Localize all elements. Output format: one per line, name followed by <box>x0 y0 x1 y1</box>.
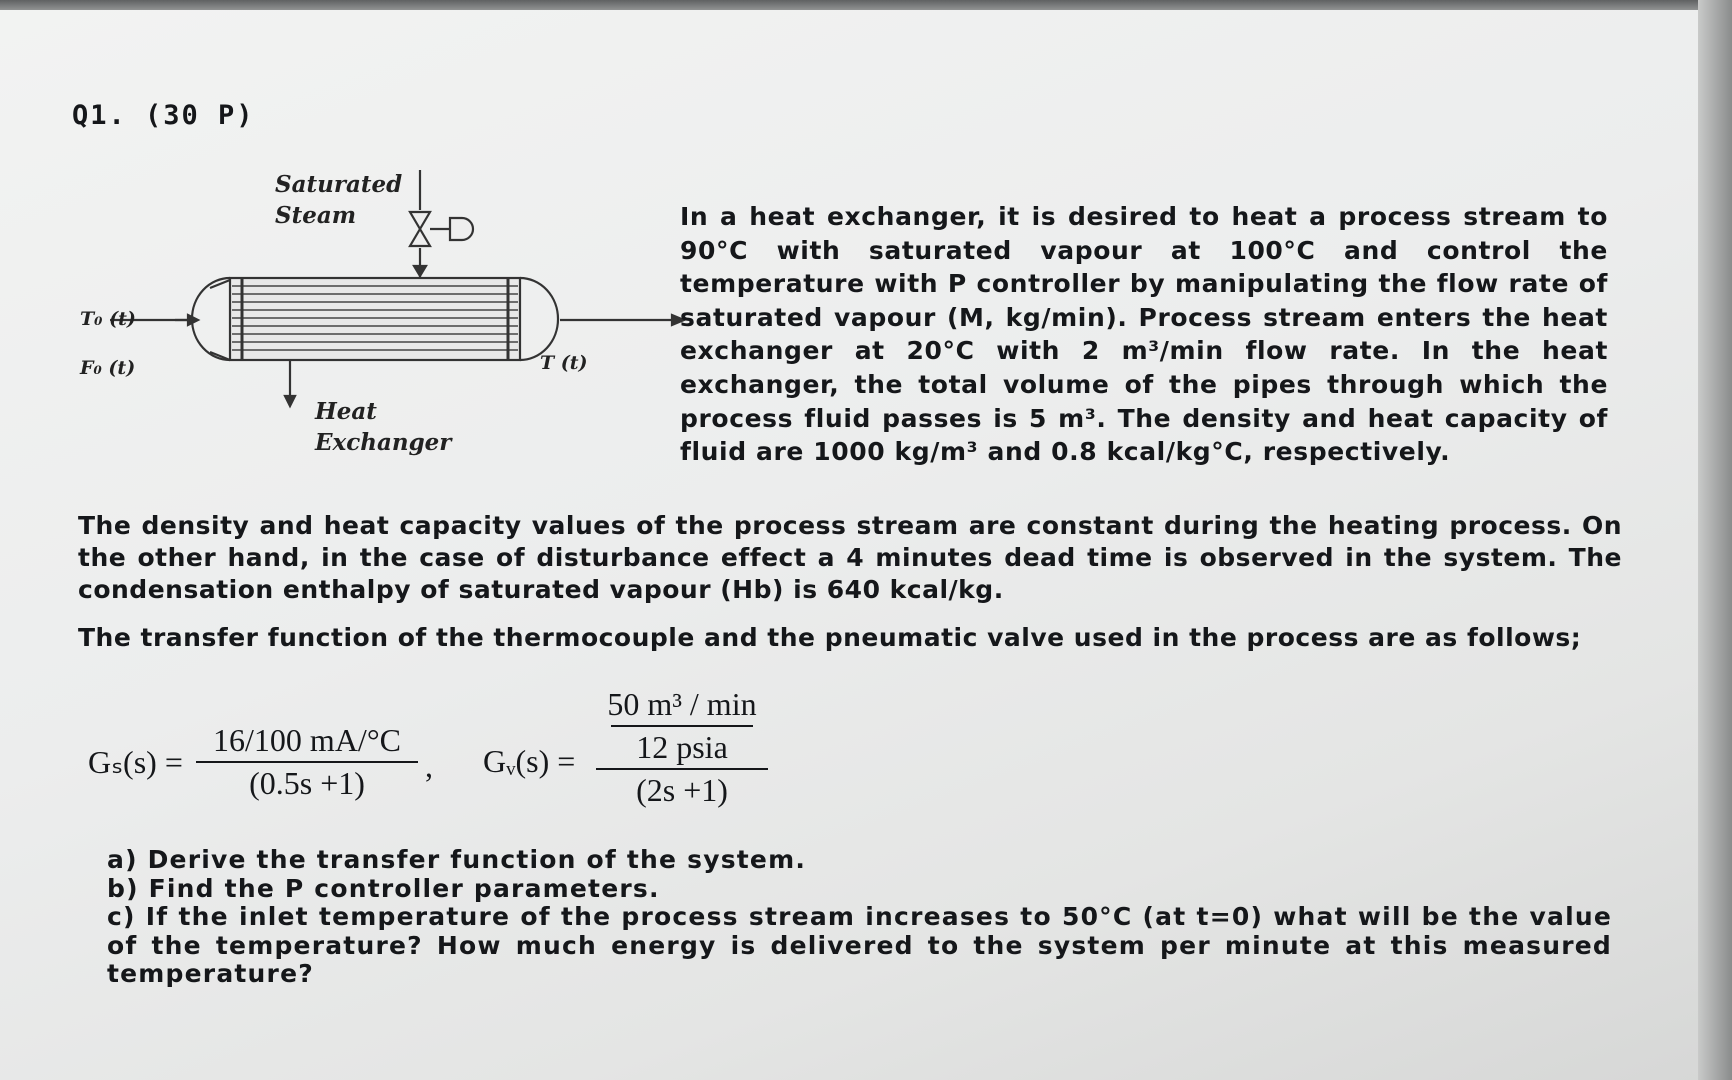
gv-denominator: (2s +1) <box>636 772 728 808</box>
steam-arrow-icon <box>414 266 426 276</box>
inlet-arrow-icon <box>188 315 198 325</box>
question-title: Q1. (30 P) <box>72 100 255 131</box>
inlet-temperature-label: T₀ (t) <box>80 308 136 330</box>
question-a: a) Derive the transfer function of the system. <box>107 845 807 874</box>
problem-paragraph-2: The transfer function of the thermocouple and the pneumatic valve used in the process are as follows; <box>78 623 1582 652</box>
question-b: b) Find the P controller parameters. <box>107 873 660 903</box>
condensate-arrow-icon <box>285 396 295 406</box>
question-list <box>107 846 1612 989</box>
gs-denominator: (0.5s +1) <box>249 765 365 801</box>
exchanger-shell <box>230 278 520 360</box>
gv-numerator-bottom: 12 psia <box>636 729 728 765</box>
question-c: c) If the inlet temperature of the process stream increases to 50°C (at t=0) what will be the value of the temperature? How much energy is delivered to the system per minute at this measured temperature? <box>107 902 1612 988</box>
gv-fraction-bar <box>596 768 768 770</box>
problem-intro: In a heat exchanger, it is desired to heat a process stream to 90°C with saturated vapour at 100°C and control the temperature with P controller by manipulating the flow rate of saturated vapour (M, kg/min). Process stream enters the heat exchanger at 20°C with 2 m³/min flow rate. In the heat exchanger, the total volume of the pipes through which the process fluid passes is 5 m³. The density and heat capacity of fluid are 1000 kg/m³ and 0.8 kcal/kg°C, respectively. <box>680 202 1608 467</box>
gv-fraction <box>596 686 768 809</box>
inlet-flow-label: F₀ (t) <box>80 357 136 379</box>
heat-exchanger-label: Heat Exchanger <box>315 398 452 456</box>
gv-inner-bar <box>611 725 753 727</box>
equation-separator: , <box>425 748 433 784</box>
control-valve-icon <box>410 212 430 246</box>
outlet-temperature-label: T (t) <box>540 352 588 374</box>
problem-paragraph-1: The density and heat capacity values of the process stream are constant during the heating process. On the other hand, in the case of disturbance effect a 4 minutes dead time is observed in the system. The condensation enthalpy of saturated vapour (Hb) is 640 kcal/kg. <box>78 511 1622 604</box>
gs-fraction-bar <box>196 761 418 763</box>
right-head <box>520 278 558 360</box>
gs-fraction <box>196 722 418 802</box>
gs-numerator: 16/100 mA/°C <box>213 722 401 758</box>
monitor-bezel-right <box>1698 0 1732 1080</box>
gv-numerator-top: 50 m³ / min <box>607 686 757 722</box>
saturated-steam-label: Saturated Steam <box>275 171 403 229</box>
gv-lhs: Gᵥ(s) = <box>483 743 576 779</box>
gs-lhs: Gₛ(s) = <box>88 744 183 780</box>
heat-exchanger-diagram <box>70 170 690 470</box>
valve-actuator-icon <box>450 218 473 240</box>
